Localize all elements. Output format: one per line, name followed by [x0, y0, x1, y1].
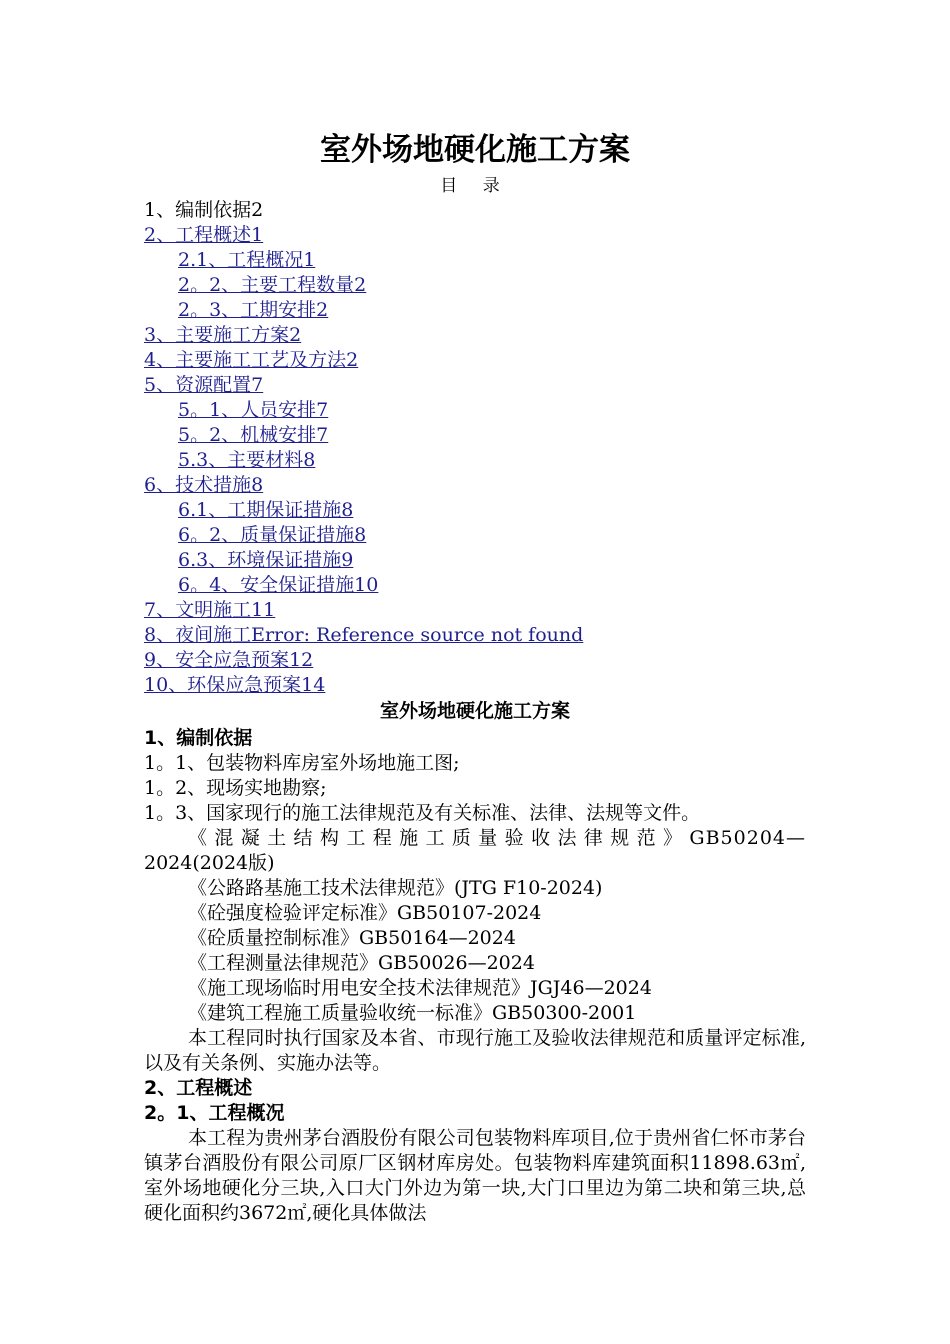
toc-link[interactable]: 7、文明施工11 — [144, 599, 276, 621]
paragraph-also-execute: 本工程同时执行国家及本省、市现行施工及验收法律规范和质量评定标准,以及有关条例、实施办法等。 — [144, 1027, 806, 1074]
toc-entry — [144, 273, 844, 298]
toc-link[interactable]: 5.3、主要材料8 — [178, 449, 316, 471]
toc-heading: 目 录 — [440, 176, 510, 196]
toc-entry — [144, 623, 844, 648]
toc-link[interactable]: 2、工程概述1 — [144, 224, 264, 246]
toc-entry — [144, 423, 844, 448]
reference-standard: 《砼强度检验评定标准》GB50107-2024 — [188, 902, 542, 924]
toc-entry — [144, 648, 844, 673]
toc-link[interactable]: 2。3、工期安排2 — [178, 299, 329, 321]
toc-link[interactable]: 3、主要施工方案2 — [144, 324, 302, 346]
paragraph-overview: 本工程为贵州茅台酒股份有限公司包装物料库项目,位于贵州省仁怀市茅台镇茅台酒股份有限公司原厂区钢材库房处。包装物料库建筑面积11898.63㎡,室外场地硬化分三块,入口大门外边为第一块,大门口里边为第二块和第三块,总硬化面积约3672㎡,硬化具体做法 — [144, 1127, 806, 1224]
toc-entry — [144, 248, 844, 273]
toc-link[interactable]: 5、资源配置7 — [144, 374, 264, 396]
toc-entry — [144, 223, 844, 248]
toc-link[interactable]: 6.3、环境保证措施9 — [178, 549, 354, 571]
document-body — [144, 696, 806, 1226]
toc-link[interactable]: 8、夜间施工Error: Reference source not found — [144, 624, 584, 646]
reference-standard: 《工程测量法律规范》GB50026—2024 — [188, 952, 535, 974]
toc-link[interactable]: 6。2、质量保证措施8 — [178, 524, 367, 546]
toc-entry — [144, 298, 844, 323]
basis-item: 1。3、国家现行的施工法律规范及有关标准、法律、法规等文件。 — [144, 802, 701, 824]
toc-entry — [144, 373, 844, 398]
toc-entry — [144, 473, 844, 498]
toc-link[interactable]: 9、安全应急预案12 — [144, 649, 314, 671]
toc-link[interactable]: 6。4、安全保证措施10 — [178, 574, 379, 596]
toc-link[interactable]: 5。1、人员安排7 — [178, 399, 329, 421]
body-subtitle: 室外场地硬化施工方案 — [379, 700, 570, 722]
toc-entry — [144, 548, 844, 573]
toc-link[interactable]: 6.1、工期保证措施8 — [178, 499, 354, 521]
toc-entry — [144, 598, 844, 623]
toc-link[interactable]: 2。2、主要工程数量2 — [178, 274, 367, 296]
reference-standard: 《砼质量控制标准》GB50164—2024 — [188, 927, 516, 949]
toc-link[interactable]: 4、主要施工工艺及方法2 — [144, 349, 359, 371]
table-of-contents — [144, 198, 844, 698]
section-heading-2: 2、工程概述 — [144, 1077, 253, 1099]
toc-text: 1、编制依据2 — [144, 199, 264, 221]
toc-link[interactable]: 2.1、工程概况1 — [178, 249, 316, 271]
reference-standard: 《建筑工程施工质量验收统一标准》GB50300-2001 — [188, 1002, 637, 1024]
toc-entry — [144, 198, 844, 223]
reference-standard: 《公路路基施工技术法律规范》(JTG F10-2024) — [188, 877, 603, 899]
reference-standard: 《混凝土结构工程施工质量验收法律规范》GB50204— — [188, 827, 806, 849]
section-heading-2-1: 2。1、工程概况 — [144, 1102, 285, 1124]
toc-entry — [144, 323, 844, 348]
toc-entry — [144, 348, 844, 373]
document-title: 室外场地硬化施工方案 — [320, 132, 630, 168]
section-heading-1: 1、编制依据 — [144, 727, 253, 749]
toc-link[interactable]: 6、技术措施8 — [144, 474, 264, 496]
toc-entry — [144, 523, 844, 548]
toc-entry — [144, 448, 844, 473]
basis-item: 1。1、包装物料库房室外场地施工图; — [144, 752, 460, 774]
toc-entry — [144, 573, 844, 598]
reference-standard-continued: 2024(2024版) — [144, 852, 275, 874]
toc-entry — [144, 498, 844, 523]
basis-item: 1。2、现场实地勘察; — [144, 777, 327, 799]
reference-standard: 《施工现场临时用电安全技术法律规范》JGJ46—2024 — [188, 977, 652, 999]
toc-entry — [144, 673, 844, 698]
toc-entry — [144, 398, 844, 423]
toc-link[interactable]: 10、环保应急预案14 — [144, 674, 326, 696]
toc-link[interactable]: 5。2、机械安排7 — [178, 424, 329, 446]
